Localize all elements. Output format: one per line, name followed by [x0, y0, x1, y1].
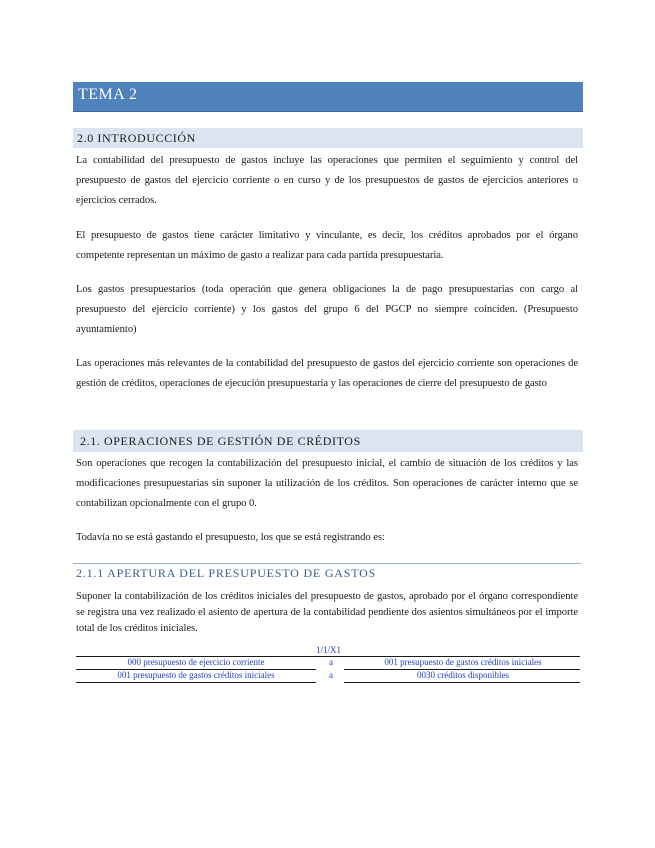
journal-rule — [344, 682, 580, 683]
paragraph-intro-2: El presupuesto de gastos tiene carácter limitativo y vinculante, es decir, los créditos aprobados por el órgano competente representan un máximo de gasto a realizar para cada partida presupuestaria. — [76, 230, 578, 261]
paragraph-apertura-1: Suponer la contabilización de los créditos iniciales del presupuesto de gastos, aprobado por el órgano correspondiente se registra una vez realizado el asiento de apertura de la contabilidad pendiente dos asientos simultáneos por el importe total de los créditos iniciales. — [76, 591, 578, 634]
paragraph-intro-3: Los gastos presupuestarios (toda operación que genera obligaciones la de pago presupuestarias con cargo al presupuesto del ejercicio corriente) y los gastos del grupo 6 del PGCP no siempre coinciden. (Presupuesto ayuntamiento) — [76, 284, 578, 335]
section-heading-band — [73, 430, 583, 452]
journal-debit: 001 presupuesto de gastos créditos iniciales — [117, 670, 275, 680]
journal-rule — [76, 682, 316, 683]
chapter-title: TEMA 2 — [78, 86, 138, 103]
paragraph-gestion-2: Todavía no se está gastando el presupuesto, los que se está registrando es: — [76, 532, 385, 543]
journal-debit: 000 presupuesto de ejercicio corriente — [127, 657, 265, 667]
journal-row — [76, 657, 580, 669]
section-heading-gestion: 2.1. OPERACIONES DE GESTIÓN DE CRÉDITOS — [80, 434, 361, 448]
journal-credit: 001 presupuesto de gastos créditos iniciales — [384, 657, 542, 667]
paragraph-gestion-1: Son operaciones que recogen la contabilización del presupuesto inicial, el cambio de situación de los créditos y las modificaciones presupuestarias sin suponer la utilización de los créditos. Son operaciones de carácter interno que se contabilizan opcionalmente con el grupo 0. — [76, 458, 578, 509]
journal-entry-date: 1/1/X1 — [316, 645, 342, 655]
subsection-top-rule — [73, 563, 581, 564]
paragraph-intro-4: Las operaciones más relevantes de la contabilidad del presupuesto de gastos del ejercicio corriente son operaciones de gestión de créditos, operaciones de ejecución presupuestaria y las operaciones de cierre del presupuesto de gasto — [76, 358, 578, 389]
chapter-title-bar — [73, 82, 583, 112]
section-heading-intro: 2.0 INTRODUCCIÓN — [77, 131, 196, 145]
section-heading-band — [73, 128, 583, 148]
subsection-heading-apertura: 2.1.1 APERTURA DEL PRESUPUESTO DE GASTOS — [76, 566, 377, 580]
journal-separator: a — [329, 657, 333, 667]
journal-row — [76, 670, 580, 682]
journal-credit: 0030 créditos disponibles — [417, 670, 509, 680]
paragraph-intro-1: La contabilidad del presupuesto de gastos incluye las operaciones que permiten el seguimiento y control del presupuesto de gastos del ejercicio corriente o en curso y de los presupuestos de gastos de ejercicios anteriores o ejercicios cerrados. — [76, 155, 578, 206]
journal-separator: a — [329, 670, 333, 680]
